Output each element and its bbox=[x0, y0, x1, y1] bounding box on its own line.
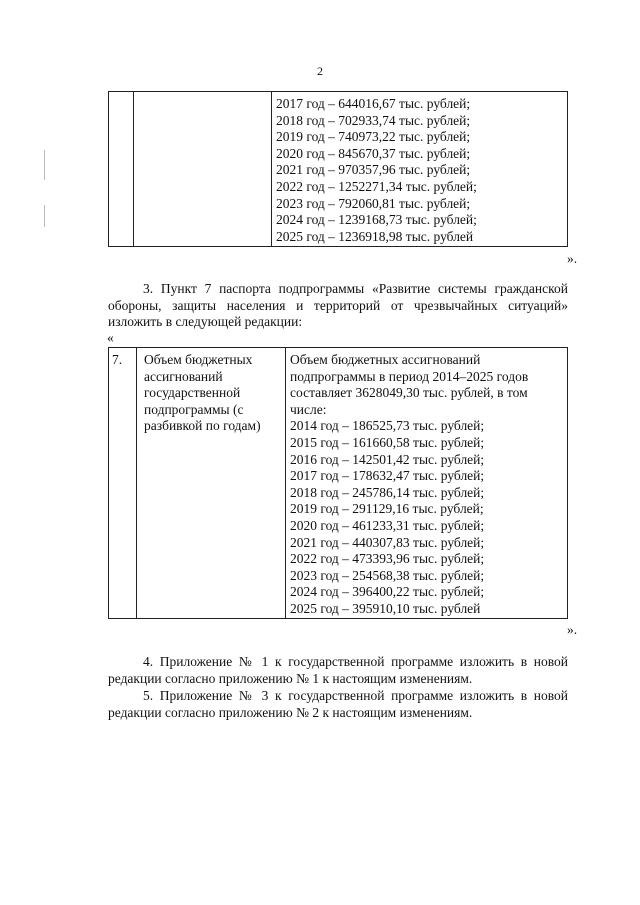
table2-line: 2015 год – 161660,58 тыс. рублей; bbox=[290, 434, 485, 450]
closing-quote: ». bbox=[567, 622, 578, 637]
table2-line: 2022 год – 473393,96 тыс. рублей; bbox=[290, 551, 485, 567]
table2-line: 2018 год – 245786,14 тыс. рублей; bbox=[290, 484, 485, 500]
table2-line: числе: bbox=[290, 401, 327, 417]
scan-artifact bbox=[44, 205, 45, 227]
table1-line: 2020 год – 845670,37 тыс. рублей; bbox=[276, 145, 471, 161]
table2-line: 2021 год – 440307,83 тыс. рублей; bbox=[290, 534, 485, 550]
paragraph-3: 3. Пункт 7 паспорта подпрограммы «Развитие системы гражданской обороны, защиты населения и территорий от чрезвычайных ситуаций» изложить в следующей редакции: bbox=[108, 281, 568, 330]
opening-quote: « bbox=[107, 330, 114, 345]
table2-label-cell bbox=[137, 348, 286, 619]
table2-line: 2024 год – 396400,22 тыс. рублей; bbox=[290, 584, 485, 600]
paragraph-4: 4. Приложение № 1 к государственной программе изложить в новой редакции согласно приложению № 1 к настоящим изменениям. bbox=[108, 654, 568, 686]
table1-number-cell bbox=[109, 92, 134, 247]
table2-label-line: разбивкой по годам) bbox=[144, 418, 261, 434]
table2-label-line: ассигнований bbox=[144, 368, 223, 384]
table2-line: 2017 год – 178632,47 тыс. рублей; bbox=[290, 468, 485, 484]
closing-quote: ». bbox=[567, 251, 578, 266]
table1-line: 2017 год – 644016,67 тыс. рублей; bbox=[276, 96, 471, 111]
table2-line: составляет 3628049,30 тыс. рублей, в том bbox=[290, 385, 528, 401]
table1-line: 2021 год – 970357,96 тыс. рублей; bbox=[276, 162, 471, 178]
paragraph-5: 5. Приложение № 3 к государственной программе изложить в новой редакции согласно приложению № 2 к настоящим изменениям. bbox=[108, 688, 568, 720]
table2-number-cell: 7. bbox=[109, 348, 137, 619]
table1-label-cell bbox=[134, 92, 272, 247]
table2-label-line: подпрограммы (с bbox=[144, 401, 244, 417]
table1-line: 2024 год – 1239168,73 тыс. рублей; bbox=[276, 212, 477, 228]
table2-line: Объем бюджетных ассигнований bbox=[290, 352, 481, 367]
table2-line: подпрограммы в период 2014–2025 годов bbox=[290, 368, 529, 384]
table2-line: 2020 год – 461233,31 тыс. рублей; bbox=[290, 517, 485, 533]
scan-artifact bbox=[44, 150, 45, 180]
table2-line: 2019 год – 291129,16 тыс. рублей; bbox=[290, 501, 484, 517]
table1-line: 2019 год – 740973,22 тыс. рублей; bbox=[276, 129, 471, 145]
table2-value-cell bbox=[286, 348, 568, 619]
table1-line: 2025 год – 1236918,98 тыс. рублей bbox=[276, 228, 474, 244]
table2-line: 2016 год – 142501,42 тыс. рублей; bbox=[290, 451, 485, 467]
table1-line: 2023 год – 792060,81 тыс. рублей; bbox=[276, 195, 471, 211]
table2-line: 2023 год – 254568,38 тыс. рублей; bbox=[290, 567, 485, 583]
budget-table-item-7 bbox=[108, 347, 568, 619]
table2-label-line: Объем бюджетных bbox=[144, 352, 253, 367]
table2-line: 2025 год – 395910,10 тыс. рублей bbox=[290, 600, 481, 616]
page-number: 2 bbox=[317, 64, 323, 78]
table2-line: 2014 год – 186525,73 тыс. рублей; bbox=[290, 418, 485, 434]
table1-line: 2018 год – 702933,74 тыс. рублей; bbox=[276, 112, 471, 128]
budget-table-continued bbox=[108, 91, 568, 247]
table1-line: 2022 год – 1252271,34 тыс. рублей; bbox=[276, 178, 477, 194]
table2-label-line: государственной bbox=[144, 385, 241, 401]
table1-value-cell bbox=[272, 92, 568, 247]
